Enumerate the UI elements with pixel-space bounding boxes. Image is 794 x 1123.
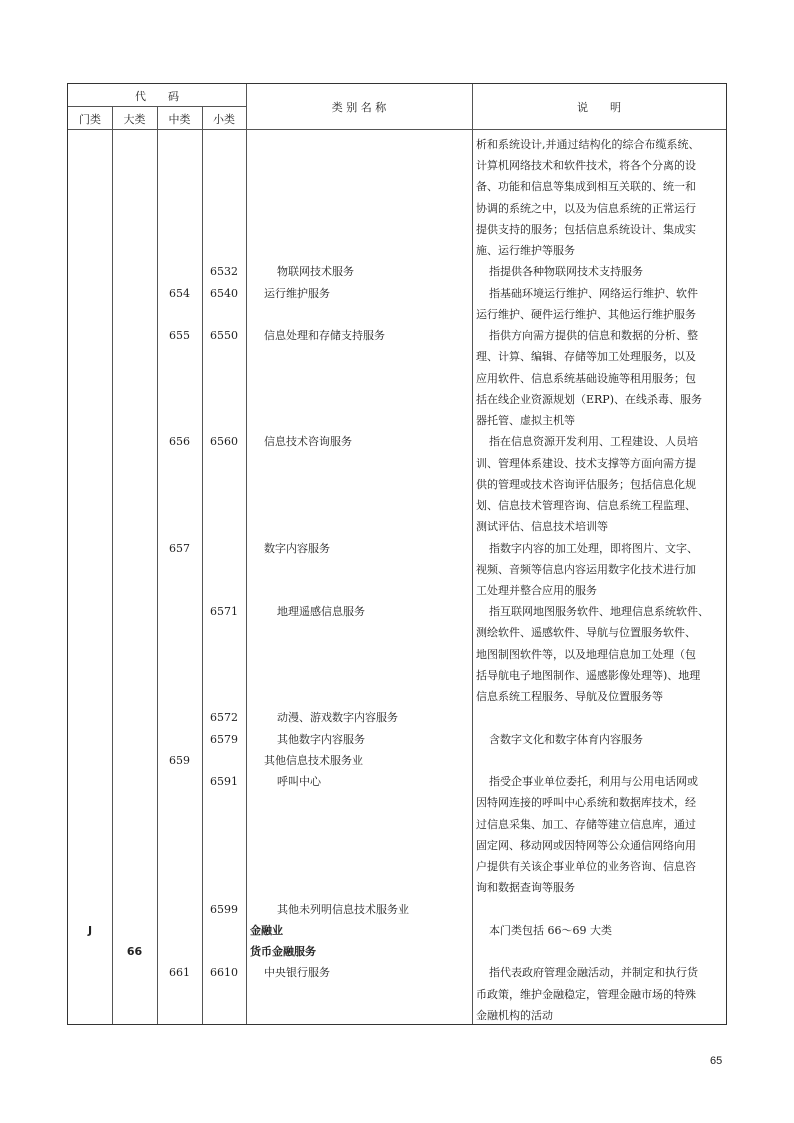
category-description (476, 771, 726, 898)
category-name: 其他信息技术服务业 (264, 753, 363, 767)
class-code: 6560 (210, 435, 238, 449)
header-class: 小类 (213, 113, 235, 126)
description-line: 指代表政府管理金融活动，并制定和执行货 (489, 966, 698, 980)
description-line: 测试评估、信息技术培训等 (476, 520, 608, 534)
category-description (476, 962, 726, 1026)
table-row (68, 538, 726, 602)
section-code: J (87, 923, 93, 937)
category-name: 信息处理和存储支持服务 (264, 329, 385, 343)
description-line (476, 707, 726, 728)
description-line: 金融机构的活动 (476, 1008, 553, 1022)
category-name: 货币金融服务 (250, 945, 316, 959)
table-row (68, 750, 726, 771)
group-code: 661 (169, 966, 190, 980)
description-line: 析和系统设计,并通过结构化的综合布缆系统、 (476, 138, 700, 151)
header-code: 代 码 (135, 90, 179, 103)
description-line: 视频、音频等信息内容运用数字化技术进行加 (476, 562, 696, 576)
description-line: 询和数据查询等服务 (476, 881, 575, 895)
class-code: 6599 (210, 902, 238, 916)
description-line: 指互联网地图服务软件、地理信息系统软件、 (489, 605, 709, 619)
divider (68, 106, 246, 107)
category-name: 运行维护服务 (264, 286, 330, 300)
category-description (476, 601, 726, 707)
page-number: 65 (710, 1055, 723, 1067)
description-line: 工处理并整合应用的服务 (476, 583, 597, 597)
description-line (476, 899, 726, 920)
table-row (68, 729, 726, 750)
table-row (68, 431, 726, 537)
description-line: 训、管理体系建设、技术支撑等方面向需方提 (476, 456, 696, 470)
header-divider (68, 129, 726, 130)
description-line: 户提供有关该企事业单位的业务咨询、信息咨 (476, 860, 696, 874)
category-name: 物联网技术服务 (277, 265, 354, 279)
description-line: 指提供各种物联网技术支持服务 (489, 265, 643, 279)
description-line: 括在线企业资源规划（ERP)、在线杀毒、服务 (476, 392, 703, 406)
description-line: 指供方向需方提供的信息和数据的分析、整 (489, 329, 698, 343)
category-description (476, 538, 726, 602)
category-name: 其他未列明信息技术服务业 (277, 902, 409, 916)
description-line: 备、功能和信息等集成到相互关联的、统一和 (476, 180, 696, 194)
class-code: 6571 (210, 605, 238, 619)
description-line (476, 941, 726, 962)
table-row (68, 771, 726, 898)
description-line: 测绘软件、遥感软件、导航与位置服务软件、 (476, 626, 696, 640)
category-name: 金融业 (250, 923, 283, 937)
header-name: 类 别 名 称 (331, 101, 387, 114)
description-line: 币政策，维护金融稳定，管理金融市场的特殊 (476, 987, 696, 1001)
category-name: 信息技术咨询服务 (264, 435, 352, 449)
category-name: 呼叫中心 (277, 775, 321, 789)
header-description: 说 明 (577, 101, 621, 114)
division-code: 66 (126, 945, 143, 959)
description-line: 施、运行维护等服务 (476, 244, 575, 258)
class-code: 6579 (210, 732, 238, 746)
group-code: 654 (169, 286, 190, 300)
group-code: 655 (169, 329, 190, 343)
table-row (68, 962, 726, 1026)
category-description (476, 325, 726, 431)
class-code: 6591 (210, 775, 238, 789)
table-row (68, 941, 726, 962)
table-row (68, 601, 726, 707)
class-code: 6610 (210, 966, 238, 980)
class-code: 6550 (210, 329, 238, 343)
category-description (476, 941, 726, 962)
description-line: 理、计算、编辑、存储等加工处理服务，以及 (476, 350, 696, 364)
table-row (68, 707, 726, 728)
category-name: 中央银行服务 (264, 966, 330, 980)
description-line: 地图制图软件等，以及地理信息加工处理（包 (476, 647, 696, 661)
group-code: 656 (169, 435, 190, 449)
category-name: 地理遥感信息服务 (277, 605, 365, 619)
table-row (68, 920, 726, 941)
description-line: 运行维护、硬件运行维护、其他运行维护服务 (476, 307, 696, 321)
class-code: 6572 (210, 711, 238, 725)
description-line: 供的管理或技术咨询评估服务；包括信息化规 (476, 477, 696, 491)
category-description (476, 920, 726, 941)
category-description (476, 261, 726, 282)
description-line: 指受企事业单位委托，利用与公用电话网或 (489, 775, 698, 789)
group-code: 659 (169, 753, 190, 767)
header-section: 门类 (79, 113, 101, 126)
table-row (68, 283, 726, 325)
description-line: 提供支持的服务；包括信息系统设计、集成实 (476, 222, 696, 236)
category-description (476, 750, 726, 771)
description-line: 指在信息资源开发利用、工程建设、人员培 (489, 435, 698, 449)
category-description (476, 707, 726, 728)
description-line: 固定网、移动网或因特网等公众通信网络向用 (476, 838, 696, 852)
header-group: 中类 (168, 113, 191, 126)
class-code: 6540 (210, 286, 238, 300)
description-line: 应用软件、信息系统基础设施等租用服务；包 (476, 371, 696, 385)
table-row (68, 325, 726, 431)
group-code: 657 (169, 541, 190, 555)
table-body (68, 134, 726, 1026)
description-line: 器托管、虚拟主机等 (476, 414, 575, 428)
description-line (476, 750, 726, 771)
description-line: 过信息采集、加工、存储等建立信息库，通过 (476, 817, 696, 831)
category-name: 动漫、游戏数字内容服务 (277, 711, 398, 725)
category-name: 其他数字内容服务 (277, 732, 365, 746)
table-row (68, 134, 726, 261)
category-description (476, 134, 726, 261)
description-line: 本门类包括 66～69 大类 (489, 923, 612, 937)
description-line: 含数字文化和数字体育内容服务 (489, 732, 643, 746)
description-line: 协调的系统之中，以及为信息系统的正常运行 (476, 201, 696, 215)
description-line: 指数字内容的加工处理，即将图片、文字、 (489, 541, 698, 555)
category-description (476, 283, 726, 325)
description-line: 括导航电子地图制作、遥感影像处理等)、地理 (476, 668, 701, 682)
table-row (68, 261, 726, 282)
description-line: 计算机网络技术和软件技术，将各个分离的设 (476, 159, 696, 173)
class-code: 6532 (210, 265, 238, 279)
header-division: 大类 (123, 113, 146, 126)
table-row (68, 899, 726, 920)
description-line: 因特网连接的呼叫中心系统和数据库技术，经 (476, 796, 696, 810)
category-description (476, 729, 726, 750)
description-line: 信息系统工程服务、导航及位置服务等 (476, 690, 663, 704)
description-line: 划、信息技术管理咨询、信息系统工程监理、 (476, 499, 696, 513)
description-line: 指基础环境运行维护、网络运行维护、软件 (489, 286, 698, 300)
category-description (476, 431, 726, 537)
category-name: 数字内容服务 (264, 541, 330, 555)
category-description (476, 899, 726, 920)
classification-table (67, 83, 727, 1025)
